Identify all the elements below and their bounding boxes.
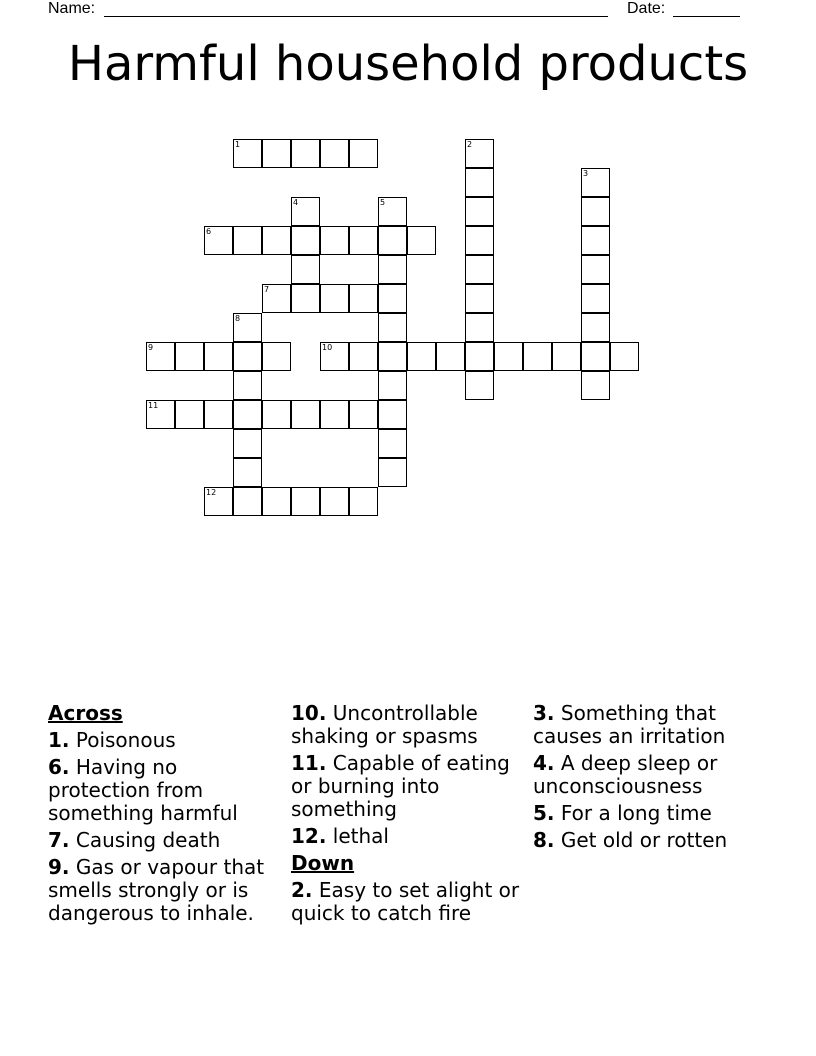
clue-number-label: 10 bbox=[322, 343, 333, 352]
grid-cell[interactable] bbox=[175, 342, 204, 371]
clue-text: Capable of eating or burning into something bbox=[291, 751, 510, 821]
clue-column-2 bbox=[291, 702, 523, 929]
grid-cell[interactable] bbox=[291, 487, 320, 516]
grid-cell[interactable] bbox=[581, 342, 610, 371]
clue-text: A deep sleep or unconsciousness bbox=[533, 751, 718, 798]
clue-text: Causing death bbox=[75, 828, 221, 852]
grid-cell[interactable] bbox=[233, 458, 262, 487]
page-title: Harmful household products bbox=[67, 36, 749, 92]
clue-down-4 bbox=[533, 752, 765, 798]
clue-number: 4. bbox=[533, 751, 555, 775]
clue-number: 1. bbox=[48, 728, 70, 752]
grid-cell[interactable] bbox=[581, 371, 610, 400]
grid-cell[interactable] bbox=[320, 226, 349, 255]
clue-down-5 bbox=[533, 802, 765, 825]
grid-cell[interactable] bbox=[349, 342, 378, 371]
grid-cell[interactable] bbox=[378, 400, 407, 429]
grid-cell[interactable] bbox=[291, 197, 320, 226]
across-heading: Across bbox=[48, 701, 123, 725]
grid-cell[interactable] bbox=[465, 255, 494, 284]
grid-cell[interactable] bbox=[320, 342, 349, 371]
grid-cell[interactable] bbox=[349, 139, 378, 168]
grid-cell[interactable] bbox=[291, 400, 320, 429]
grid-cell[interactable] bbox=[320, 400, 349, 429]
clue-text: lethal bbox=[332, 824, 389, 848]
grid-cell[interactable] bbox=[146, 342, 175, 371]
grid-cell[interactable] bbox=[378, 458, 407, 487]
clue-across-11 bbox=[291, 752, 523, 821]
clue-number-label: 4 bbox=[293, 198, 299, 207]
grid-cell[interactable] bbox=[523, 342, 552, 371]
clue-number-label: 12 bbox=[206, 488, 217, 497]
clue-text: Get old or rotten bbox=[560, 828, 728, 852]
grid-cell[interactable] bbox=[291, 255, 320, 284]
grid-cell[interactable] bbox=[233, 313, 262, 342]
grid-cell[interactable] bbox=[349, 400, 378, 429]
grid-cell[interactable] bbox=[465, 226, 494, 255]
grid-cell[interactable] bbox=[262, 400, 291, 429]
clue-number: 3. bbox=[533, 701, 555, 725]
grid-cell[interactable] bbox=[465, 197, 494, 226]
grid-cell[interactable] bbox=[349, 226, 378, 255]
grid-cell[interactable] bbox=[465, 168, 494, 197]
clue-down-8 bbox=[533, 829, 765, 852]
clue-across-10 bbox=[291, 702, 523, 748]
grid-cell[interactable] bbox=[581, 284, 610, 313]
grid-cell[interactable] bbox=[233, 487, 262, 516]
grid-cell[interactable] bbox=[291, 226, 320, 255]
clue-number: 6. bbox=[48, 755, 70, 779]
clue-text: Easy to set alight or quick to catch fire bbox=[291, 878, 520, 925]
clue-column-3 bbox=[533, 702, 765, 856]
clue-number: 11. bbox=[291, 751, 327, 775]
clue-number: 2. bbox=[291, 878, 313, 902]
grid-cell[interactable] bbox=[233, 429, 262, 458]
clue-text: Something that causes an irritation bbox=[533, 701, 726, 748]
grid-cell[interactable] bbox=[465, 284, 494, 313]
clue-across-1 bbox=[48, 729, 280, 752]
clue-text: Poisonous bbox=[75, 728, 176, 752]
clue-across-6 bbox=[48, 756, 280, 825]
grid-cell[interactable] bbox=[233, 226, 262, 255]
clue-number-label: 5 bbox=[380, 198, 386, 207]
grid-cell[interactable] bbox=[378, 342, 407, 371]
clue-number-label: 1 bbox=[235, 140, 241, 149]
grid-cell[interactable] bbox=[233, 371, 262, 400]
clue-number-label: 2 bbox=[467, 140, 473, 149]
down-heading: Down bbox=[291, 851, 355, 875]
grid-cell[interactable] bbox=[552, 342, 581, 371]
clue-across-7 bbox=[48, 829, 280, 852]
grid-cell[interactable] bbox=[378, 429, 407, 458]
grid-cell[interactable] bbox=[204, 342, 233, 371]
clue-text: Gas or vapour that smells strongly or is dangerous to inhale. bbox=[48, 855, 265, 925]
clue-text: Having no protection from something harmful bbox=[48, 755, 238, 825]
clue-number-label: 7 bbox=[264, 285, 270, 294]
clue-across-9 bbox=[48, 856, 280, 925]
grid-cell[interactable] bbox=[465, 139, 494, 168]
clue-number: 7. bbox=[48, 828, 70, 852]
date-label: Date: bbox=[627, 0, 666, 17]
grid-cell[interactable] bbox=[233, 139, 262, 168]
grid-cell[interactable] bbox=[233, 400, 262, 429]
grid-cell[interactable] bbox=[581, 168, 610, 197]
clue-down-2 bbox=[291, 879, 523, 925]
clue-number: 8. bbox=[533, 828, 555, 852]
grid-cell[interactable] bbox=[349, 284, 378, 313]
grid-cell[interactable] bbox=[581, 197, 610, 226]
grid-cell[interactable] bbox=[581, 313, 610, 342]
grid-cell[interactable] bbox=[378, 255, 407, 284]
clue-column-1 bbox=[48, 702, 280, 929]
grid-cell[interactable] bbox=[320, 139, 349, 168]
clue-number-label: 9 bbox=[148, 343, 154, 352]
grid-cell[interactable] bbox=[465, 342, 494, 371]
grid-cell[interactable] bbox=[262, 139, 291, 168]
grid-cell[interactable] bbox=[436, 342, 465, 371]
clue-number: 10. bbox=[291, 701, 327, 725]
grid-cell[interactable] bbox=[233, 342, 262, 371]
grid-cell[interactable] bbox=[262, 284, 291, 313]
grid-cell[interactable] bbox=[204, 487, 233, 516]
grid-cell[interactable] bbox=[378, 284, 407, 313]
clue-number-label: 8 bbox=[235, 314, 241, 323]
clue-text: Uncontrollable shaking or spasms bbox=[291, 701, 478, 748]
grid-cell[interactable] bbox=[378, 197, 407, 226]
grid-cell[interactable] bbox=[581, 255, 610, 284]
grid-cell[interactable] bbox=[610, 342, 639, 371]
clue-text: For a long time bbox=[560, 801, 712, 825]
grid-cell[interactable] bbox=[146, 400, 175, 429]
grid-cell[interactable] bbox=[465, 371, 494, 400]
grid-cell[interactable] bbox=[320, 284, 349, 313]
grid-cell[interactable] bbox=[262, 342, 291, 371]
clue-down-3 bbox=[533, 702, 765, 748]
grid-cell[interactable] bbox=[494, 342, 523, 371]
clue-number: 5. bbox=[533, 801, 555, 825]
grid-cell[interactable] bbox=[291, 139, 320, 168]
clue-number-label: 6 bbox=[206, 227, 212, 236]
grid-cell[interactable] bbox=[204, 400, 233, 429]
clue-number: 9. bbox=[48, 855, 70, 879]
grid-cell[interactable] bbox=[349, 487, 378, 516]
clue-number-label: 11 bbox=[148, 401, 159, 410]
grid-cell[interactable] bbox=[407, 226, 436, 255]
grid-cell[interactable] bbox=[320, 487, 349, 516]
name-label: Name: bbox=[48, 0, 96, 17]
grid-cell[interactable] bbox=[378, 313, 407, 342]
grid-cell[interactable] bbox=[291, 284, 320, 313]
grid-cell[interactable] bbox=[465, 313, 494, 342]
clue-across-12 bbox=[291, 825, 523, 848]
grid-cell[interactable] bbox=[581, 226, 610, 255]
grid-cell[interactable] bbox=[262, 487, 291, 516]
grid-cell[interactable] bbox=[378, 226, 407, 255]
grid-cell[interactable] bbox=[175, 400, 204, 429]
grid-cell[interactable] bbox=[262, 226, 291, 255]
grid-cell[interactable] bbox=[407, 342, 436, 371]
clue-number-label: 3 bbox=[583, 169, 589, 178]
clue-number: 12. bbox=[291, 824, 327, 848]
grid-cell[interactable] bbox=[204, 226, 233, 255]
grid-cell[interactable] bbox=[378, 371, 407, 400]
